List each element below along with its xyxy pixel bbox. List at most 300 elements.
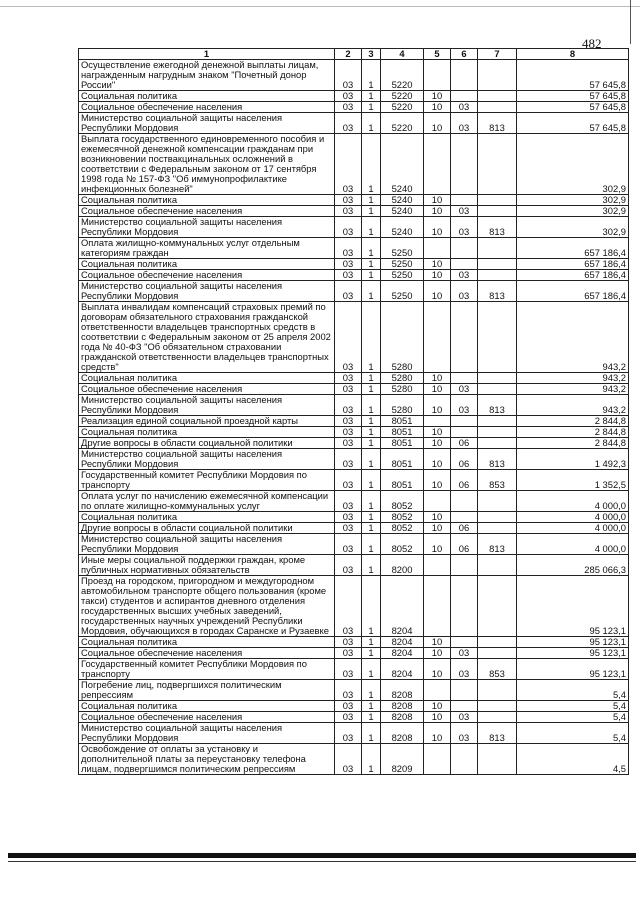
row-code-target: 8051 bbox=[381, 416, 424, 427]
row-name: Социальная политика bbox=[79, 512, 335, 523]
row-code-target: 8052 bbox=[381, 523, 424, 534]
row-code-section bbox=[424, 60, 451, 91]
table-row bbox=[79, 637, 629, 648]
row-code-ministry: 03 bbox=[335, 91, 362, 102]
row-amount: 1 492,3 bbox=[517, 449, 629, 470]
row-code-target: 5220 bbox=[381, 113, 424, 134]
row-code-subsection bbox=[451, 60, 478, 91]
row-code-3: 1 bbox=[362, 416, 381, 427]
row-amount: 657 186,4 bbox=[517, 259, 629, 270]
row-code-3: 1 bbox=[362, 384, 381, 395]
table-row bbox=[79, 427, 629, 438]
header-col-1: 1 bbox=[79, 49, 335, 60]
row-code-target: 8204 bbox=[381, 659, 424, 680]
row-code-target: 8209 bbox=[381, 744, 424, 775]
row-code-ministry: 03 bbox=[335, 680, 362, 701]
row-name: Социальная политика bbox=[79, 91, 335, 102]
row-code-section: 10 bbox=[424, 523, 451, 534]
table-row bbox=[79, 712, 629, 723]
row-code-subsection bbox=[451, 195, 478, 206]
row-code-subsection bbox=[451, 637, 478, 648]
table-row bbox=[79, 438, 629, 449]
row-code-ministry: 03 bbox=[335, 438, 362, 449]
row-code-section: 10 bbox=[424, 438, 451, 449]
table-row bbox=[79, 238, 629, 259]
row-code-section bbox=[424, 134, 451, 195]
row-name: Министерство социальной защиты населения Республики Мордовия bbox=[79, 281, 335, 302]
row-code-target: 8208 bbox=[381, 701, 424, 712]
row-name: Социальная политика bbox=[79, 259, 335, 270]
row-code-expense bbox=[478, 701, 517, 712]
row-code-subsection: 03 bbox=[451, 659, 478, 680]
table-row bbox=[79, 384, 629, 395]
row-code-subsection: 03 bbox=[451, 395, 478, 416]
row-code-expense: 813 bbox=[478, 395, 517, 416]
row-name: Выплата государственного единовременного пособия и ежемесячной денежной компенсации гражданам при возникновении поствакцинальных осложнений в соответствии с Федеральным законом от 17 сентября 1998 года № 157-ФЗ "Об иммунопрофилактике инфекционных болезней" bbox=[79, 134, 335, 195]
table-row bbox=[79, 648, 629, 659]
row-code-target: 5250 bbox=[381, 270, 424, 281]
table-row bbox=[79, 512, 629, 523]
row-code-subsection bbox=[451, 744, 478, 775]
row-code-ministry: 03 bbox=[335, 523, 362, 534]
row-code-target: 5240 bbox=[381, 217, 424, 238]
row-code-target: 8204 bbox=[381, 648, 424, 659]
row-code-3: 1 bbox=[362, 427, 381, 438]
row-code-ministry: 03 bbox=[335, 701, 362, 712]
row-code-ministry: 03 bbox=[335, 102, 362, 113]
row-code-target: 8051 bbox=[381, 470, 424, 491]
row-code-3: 1 bbox=[362, 134, 381, 195]
row-code-section: 10 bbox=[424, 373, 451, 384]
row-code-subsection bbox=[451, 416, 478, 427]
row-code-subsection bbox=[451, 680, 478, 701]
top-scan-rule bbox=[0, 6, 640, 7]
row-code-expense bbox=[478, 416, 517, 427]
row-amount: 302,9 bbox=[517, 195, 629, 206]
row-code-section: 10 bbox=[424, 195, 451, 206]
table-row bbox=[79, 302, 629, 373]
row-code-3: 1 bbox=[362, 701, 381, 712]
row-code-3: 1 bbox=[362, 491, 381, 512]
table-row bbox=[79, 470, 629, 491]
row-code-3: 1 bbox=[362, 438, 381, 449]
row-code-expense: 813 bbox=[478, 217, 517, 238]
row-code-subsection bbox=[451, 259, 478, 270]
row-code-3: 1 bbox=[362, 470, 381, 491]
row-name: Социальное обеспечение населения bbox=[79, 712, 335, 723]
row-code-section bbox=[424, 555, 451, 576]
row-code-subsection: 06 bbox=[451, 523, 478, 534]
row-code-section: 10 bbox=[424, 723, 451, 744]
table-row bbox=[79, 523, 629, 534]
row-code-section bbox=[424, 744, 451, 775]
row-code-section bbox=[424, 576, 451, 637]
row-code-section bbox=[424, 416, 451, 427]
table-row bbox=[79, 281, 629, 302]
row-name: Социальная политика bbox=[79, 427, 335, 438]
row-amount: 95 123,1 bbox=[517, 637, 629, 648]
right-edge-mark bbox=[630, 0, 631, 44]
row-code-target: 8052 bbox=[381, 534, 424, 555]
row-code-subsection: 03 bbox=[451, 102, 478, 113]
row-code-expense bbox=[478, 91, 517, 102]
row-name: Оплата жилищно-коммунальных услуг отдельным категориям граждан bbox=[79, 238, 335, 259]
row-code-3: 1 bbox=[362, 217, 381, 238]
row-code-3: 1 bbox=[362, 113, 381, 134]
row-code-ministry: 03 bbox=[335, 427, 362, 438]
row-code-3: 1 bbox=[362, 395, 381, 416]
row-code-target: 5240 bbox=[381, 206, 424, 217]
table-row bbox=[79, 217, 629, 238]
row-code-expense bbox=[478, 523, 517, 534]
row-code-ministry: 03 bbox=[335, 512, 362, 523]
row-name: Социальное обеспечение населения bbox=[79, 648, 335, 659]
row-code-expense bbox=[478, 555, 517, 576]
row-code-ministry: 03 bbox=[335, 723, 362, 744]
row-code-subsection: 03 bbox=[451, 217, 478, 238]
row-code-expense bbox=[478, 637, 517, 648]
row-amount: 657 186,4 bbox=[517, 270, 629, 281]
row-code-target: 8051 bbox=[381, 449, 424, 470]
row-name: Другие вопросы в области социальной политики bbox=[79, 523, 335, 534]
row-code-subsection bbox=[451, 555, 478, 576]
row-amount: 2 844,8 bbox=[517, 438, 629, 449]
row-name: Освобождение от оплаты за установку и дополнительной платы за переустановку телефона лицам, подвергшимся политическим репрессиям bbox=[79, 744, 335, 775]
row-code-target: 5240 bbox=[381, 134, 424, 195]
row-code-expense: 813 bbox=[478, 449, 517, 470]
row-code-target: 5280 bbox=[381, 373, 424, 384]
row-code-target: 5220 bbox=[381, 60, 424, 91]
table-row bbox=[79, 102, 629, 113]
table-row bbox=[79, 60, 629, 91]
row-code-subsection bbox=[451, 576, 478, 637]
row-amount: 657 186,4 bbox=[517, 281, 629, 302]
row-code-section: 10 bbox=[424, 659, 451, 680]
row-code-expense bbox=[478, 373, 517, 384]
header-col-4: 4 bbox=[381, 49, 424, 60]
bottom-scan-bar bbox=[8, 853, 636, 858]
table-row bbox=[79, 206, 629, 217]
row-amount: 285 066,3 bbox=[517, 555, 629, 576]
row-code-expense bbox=[478, 576, 517, 637]
row-code-section: 10 bbox=[424, 449, 451, 470]
row-code-subsection bbox=[451, 302, 478, 373]
row-code-ministry: 03 bbox=[335, 659, 362, 680]
row-code-expense: 853 bbox=[478, 470, 517, 491]
row-code-target: 8200 bbox=[381, 555, 424, 576]
row-amount: 4 000,0 bbox=[517, 512, 629, 523]
row-code-subsection bbox=[451, 134, 478, 195]
row-code-ministry: 03 bbox=[335, 712, 362, 723]
row-code-section: 10 bbox=[424, 217, 451, 238]
table-row bbox=[79, 395, 629, 416]
row-code-section: 10 bbox=[424, 281, 451, 302]
row-code-subsection bbox=[451, 701, 478, 712]
row-code-ministry: 03 bbox=[335, 281, 362, 302]
header-col-5: 5 bbox=[424, 49, 451, 60]
row-name: Иные меры социальной поддержки граждан, кроме публичных нормативных обязательств bbox=[79, 555, 335, 576]
table-row bbox=[79, 449, 629, 470]
header-col-3: 3 bbox=[362, 49, 381, 60]
table-row bbox=[79, 680, 629, 701]
table-row bbox=[79, 576, 629, 637]
table-row bbox=[79, 701, 629, 712]
row-name: Министерство социальной защиты населения Республики Мордовия bbox=[79, 534, 335, 555]
row-code-section bbox=[424, 680, 451, 701]
row-code-expense bbox=[478, 712, 517, 723]
row-code-target: 5280 bbox=[381, 302, 424, 373]
row-code-expense: 813 bbox=[478, 113, 517, 134]
row-code-section: 10 bbox=[424, 534, 451, 555]
row-code-expense bbox=[478, 302, 517, 373]
row-code-section: 10 bbox=[424, 270, 451, 281]
bottom-scan-line bbox=[8, 861, 636, 862]
row-code-subsection: 03 bbox=[451, 723, 478, 744]
row-code-expense bbox=[478, 60, 517, 91]
row-name: Реализация единой социальной проездной карты bbox=[79, 416, 335, 427]
row-code-section: 10 bbox=[424, 470, 451, 491]
row-code-3: 1 bbox=[362, 373, 381, 384]
row-code-ministry: 03 bbox=[335, 470, 362, 491]
row-code-subsection: 03 bbox=[451, 281, 478, 302]
row-code-subsection: 03 bbox=[451, 270, 478, 281]
row-name: Оплата услуг по начислению ежемесячной компенсации по оплате жилищно-коммунальных услуг bbox=[79, 491, 335, 512]
row-code-ministry: 03 bbox=[335, 416, 362, 427]
row-amount: 943,2 bbox=[517, 395, 629, 416]
row-code-3: 1 bbox=[362, 195, 381, 206]
row-code-expense bbox=[478, 512, 517, 523]
row-amount: 4 000,0 bbox=[517, 491, 629, 512]
row-code-subsection: 03 bbox=[451, 648, 478, 659]
table-row bbox=[79, 534, 629, 555]
row-code-subsection bbox=[451, 512, 478, 523]
row-code-section: 10 bbox=[424, 91, 451, 102]
row-code-expense bbox=[478, 438, 517, 449]
row-code-ministry: 03 bbox=[335, 217, 362, 238]
row-code-expense: 853 bbox=[478, 659, 517, 680]
row-code-target: 5220 bbox=[381, 102, 424, 113]
row-name: Социальная политика bbox=[79, 701, 335, 712]
row-name: Социальная политика bbox=[79, 637, 335, 648]
row-code-subsection: 06 bbox=[451, 449, 478, 470]
row-code-ministry: 03 bbox=[335, 648, 362, 659]
table-row bbox=[79, 723, 629, 744]
row-amount: 302,9 bbox=[517, 134, 629, 195]
row-code-target: 8052 bbox=[381, 512, 424, 523]
row-code-ministry: 03 bbox=[335, 384, 362, 395]
table-row bbox=[79, 91, 629, 102]
row-code-subsection: 03 bbox=[451, 712, 478, 723]
row-code-expense bbox=[478, 195, 517, 206]
row-code-3: 1 bbox=[362, 723, 381, 744]
row-code-3: 1 bbox=[362, 281, 381, 302]
row-code-target: 5240 bbox=[381, 195, 424, 206]
table-row bbox=[79, 416, 629, 427]
row-code-3: 1 bbox=[362, 60, 381, 91]
row-code-target: 5280 bbox=[381, 384, 424, 395]
row-code-subsection bbox=[451, 238, 478, 259]
row-code-target: 8051 bbox=[381, 438, 424, 449]
row-code-target: 8052 bbox=[381, 491, 424, 512]
table-row bbox=[79, 744, 629, 775]
row-code-ministry: 03 bbox=[335, 395, 362, 416]
row-name: Социальное обеспечение населения bbox=[79, 384, 335, 395]
row-amount: 5,4 bbox=[517, 723, 629, 744]
row-code-expense bbox=[478, 134, 517, 195]
row-amount: 943,2 bbox=[517, 373, 629, 384]
table-row bbox=[79, 270, 629, 281]
row-amount: 657 186,4 bbox=[517, 238, 629, 259]
row-code-expense bbox=[478, 102, 517, 113]
row-code-section: 10 bbox=[424, 701, 451, 712]
table-row bbox=[79, 259, 629, 270]
row-code-subsection bbox=[451, 427, 478, 438]
row-name: Осуществление ежегодной денежной выплаты лицам, награжденным нагрудным знаком "Почетный донор России" bbox=[79, 60, 335, 91]
row-code-ministry: 03 bbox=[335, 270, 362, 281]
row-name: Социальное обеспечение населения bbox=[79, 206, 335, 217]
row-amount: 57 645,8 bbox=[517, 60, 629, 91]
table-header-row bbox=[79, 49, 629, 60]
row-code-ministry: 03 bbox=[335, 113, 362, 134]
row-code-ministry: 03 bbox=[335, 373, 362, 384]
row-code-3: 1 bbox=[362, 648, 381, 659]
row-name: Другие вопросы в области социальной политики bbox=[79, 438, 335, 449]
table-row bbox=[79, 373, 629, 384]
row-code-3: 1 bbox=[362, 744, 381, 775]
table-row bbox=[79, 134, 629, 195]
row-code-3: 1 bbox=[362, 512, 381, 523]
row-amount: 302,9 bbox=[517, 206, 629, 217]
row-code-target: 8204 bbox=[381, 637, 424, 648]
row-code-target: 5250 bbox=[381, 238, 424, 259]
row-name: Социальное обеспечение населения bbox=[79, 270, 335, 281]
row-name: Министерство социальной защиты населения Республики Мордовия bbox=[79, 395, 335, 416]
row-code-ministry: 03 bbox=[335, 60, 362, 91]
row-code-expense bbox=[478, 238, 517, 259]
row-code-3: 1 bbox=[362, 555, 381, 576]
row-amount: 95 123,1 bbox=[517, 576, 629, 637]
header-col-6: 6 bbox=[451, 49, 478, 60]
row-code-ministry: 03 bbox=[335, 449, 362, 470]
row-code-expense: 813 bbox=[478, 534, 517, 555]
row-code-target: 8208 bbox=[381, 680, 424, 701]
row-amount: 5,4 bbox=[517, 712, 629, 723]
row-name: Погребение лиц, подвергшихся политическим репрессиям bbox=[79, 680, 335, 701]
row-code-3: 1 bbox=[362, 637, 381, 648]
row-name: Проезд на городском, пригородном и междугородном автомобильном транспорте общего пользования (кроме такси) студентов и аспирантов дневного отделения государственных высших учебных заведений, государственных научных учреждений Республики Мордовия, обучающихся в городах Саранске и Рузаевке bbox=[79, 576, 335, 637]
row-code-section: 10 bbox=[424, 512, 451, 523]
row-code-3: 1 bbox=[362, 238, 381, 259]
row-code-ministry: 03 bbox=[335, 491, 362, 512]
row-code-subsection: 06 bbox=[451, 438, 478, 449]
row-name: Министерство социальной защиты населения Республики Мордовия bbox=[79, 113, 335, 134]
row-code-section: 10 bbox=[424, 712, 451, 723]
row-code-expense bbox=[478, 259, 517, 270]
row-amount: 57 645,8 bbox=[517, 113, 629, 134]
row-name: Государственный комитет Республики Мордовия по транспорту bbox=[79, 470, 335, 491]
row-code-target: 5250 bbox=[381, 259, 424, 270]
table-row bbox=[79, 659, 629, 680]
row-code-3: 1 bbox=[362, 523, 381, 534]
row-code-expense bbox=[478, 427, 517, 438]
row-code-3: 1 bbox=[362, 102, 381, 113]
row-amount: 95 123,1 bbox=[517, 659, 629, 680]
row-name: Социальная политика bbox=[79, 195, 335, 206]
table-row bbox=[79, 195, 629, 206]
row-name: Социальное обеспечение населения bbox=[79, 102, 335, 113]
row-code-3: 1 bbox=[362, 712, 381, 723]
row-code-3: 1 bbox=[362, 302, 381, 373]
row-code-section: 10 bbox=[424, 384, 451, 395]
row-code-target: 5250 bbox=[381, 281, 424, 302]
row-code-section: 10 bbox=[424, 648, 451, 659]
row-code-target: 5280 bbox=[381, 395, 424, 416]
row-amount: 57 645,8 bbox=[517, 102, 629, 113]
row-code-section: 10 bbox=[424, 395, 451, 416]
row-code-expense bbox=[478, 680, 517, 701]
row-amount: 95 123,1 bbox=[517, 648, 629, 659]
row-code-3: 1 bbox=[362, 534, 381, 555]
row-amount: 302,9 bbox=[517, 217, 629, 238]
row-code-subsection: 03 bbox=[451, 384, 478, 395]
row-code-expense bbox=[478, 744, 517, 775]
row-code-subsection: 03 bbox=[451, 113, 478, 134]
row-code-section bbox=[424, 238, 451, 259]
row-code-ministry: 03 bbox=[335, 555, 362, 576]
row-code-section: 10 bbox=[424, 259, 451, 270]
budget-table bbox=[78, 48, 629, 775]
row-code-subsection bbox=[451, 491, 478, 512]
row-code-ministry: 03 bbox=[335, 302, 362, 373]
row-code-3: 1 bbox=[362, 91, 381, 102]
page-number: 482 bbox=[582, 36, 602, 51]
header-col-2: 2 bbox=[335, 49, 362, 60]
row-code-3: 1 bbox=[362, 449, 381, 470]
row-code-3: 1 bbox=[362, 270, 381, 281]
row-name: Министерство социальной защиты населения Республики Мордовия bbox=[79, 723, 335, 744]
row-code-section bbox=[424, 302, 451, 373]
row-code-section bbox=[424, 491, 451, 512]
row-code-target: 5220 bbox=[381, 91, 424, 102]
row-code-ministry: 03 bbox=[335, 259, 362, 270]
row-code-subsection: 03 bbox=[451, 206, 478, 217]
row-code-expense bbox=[478, 206, 517, 217]
row-code-target: 8208 bbox=[381, 712, 424, 723]
row-code-ministry: 03 bbox=[335, 637, 362, 648]
row-code-target: 8051 bbox=[381, 427, 424, 438]
row-code-3: 1 bbox=[362, 259, 381, 270]
row-code-section: 10 bbox=[424, 102, 451, 113]
row-code-ministry: 03 bbox=[335, 534, 362, 555]
row-name: Социальная политика bbox=[79, 373, 335, 384]
row-code-subsection: 06 bbox=[451, 534, 478, 555]
row-name: Министерство социальной защиты населения Республики Мордовия bbox=[79, 449, 335, 470]
row-amount: 1 352,5 bbox=[517, 470, 629, 491]
row-code-target: 8204 bbox=[381, 576, 424, 637]
row-code-ministry: 03 bbox=[335, 134, 362, 195]
row-code-expense bbox=[478, 270, 517, 281]
row-code-subsection: 06 bbox=[451, 470, 478, 491]
row-code-expense bbox=[478, 648, 517, 659]
row-amount: 57 645,8 bbox=[517, 91, 629, 102]
row-code-subsection bbox=[451, 373, 478, 384]
row-code-ministry: 03 bbox=[335, 206, 362, 217]
header-col-7: 7 bbox=[478, 49, 517, 60]
header-col-8: 8 bbox=[517, 49, 629, 60]
row-code-section: 10 bbox=[424, 637, 451, 648]
row-amount: 2 844,8 bbox=[517, 427, 629, 438]
table-row bbox=[79, 113, 629, 134]
